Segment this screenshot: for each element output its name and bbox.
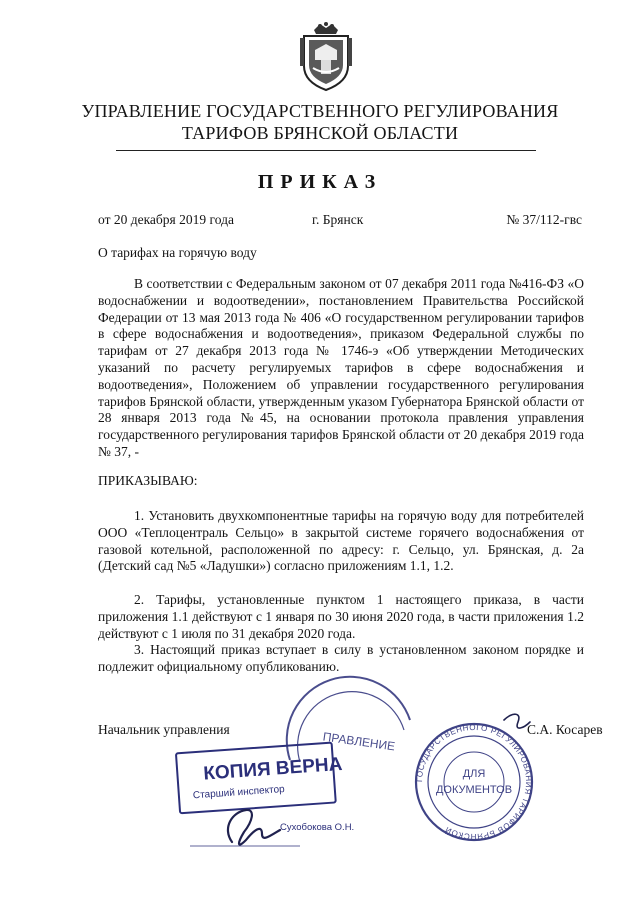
coat-of-arms-emblem-icon bbox=[296, 20, 356, 92]
document-title: ПРИКАЗ bbox=[257, 171, 383, 193]
order-word: ПРИКАЗЫВАЮ: bbox=[98, 473, 198, 488]
seal-center-line2: ДОКУМЕНТОВ bbox=[435, 784, 513, 796]
organization-name-line1: УПРАВЛЕНИЕ ГОСУДАРСТВЕННОГО РЕГУЛИРОВАНИЯ bbox=[81, 101, 559, 121]
order-item-3: 3. Настоящий приказ вступает в силу в установленном законом порядке и подлежит официальному опубликованию. bbox=[98, 642, 584, 674]
organization-name-line2: ТАРИФОВ БРЯНСКОЙ ОБЛАСТИ bbox=[181, 123, 459, 143]
copy-stamp-name: Сухобокова О.Н. bbox=[280, 822, 355, 833]
document-city: г. Брянск bbox=[312, 212, 364, 227]
copy-stamp-title: КОПИЯ ВЕРНА bbox=[202, 753, 343, 785]
signature-position: Начальник управления bbox=[98, 722, 230, 737]
copy-stamp bbox=[176, 742, 345, 813]
partial-seal bbox=[287, 677, 410, 762]
document-subject: О тарифах на горячую воду bbox=[98, 245, 257, 260]
order-item-2: 2. Тарифы, установленные пунктом 1 настоящего приказа, в части приложения 1.1 действуют с 1 января по 30 июня 2020 года, в части приложения 1.2 действуют с 1 июля по 31 декабря 2020 года. bbox=[98, 592, 584, 641]
handwritten-signature-icon bbox=[190, 714, 530, 846]
copy-stamp-role: Старший инспектор bbox=[192, 783, 286, 802]
round-seal-icon bbox=[415, 723, 533, 841]
signature-name: С.А. Косарев bbox=[527, 722, 603, 737]
header-divider bbox=[116, 150, 536, 151]
seal-center-line1: ДЛЯ bbox=[462, 768, 486, 780]
order-item-1: 1. Установить двухкомпонентные тарифы на горячую воду для потребителей ООО «Теплоцентраль Сельцо» в закрытой системе горячего водоснабжения от газовой котельной, расположенной по адресу: г. Сельцо, ул. Брянская, д. 2а (Детский сад №5 «Ладушки») согласно приложениям 1.1, 1.2. bbox=[98, 508, 584, 574]
partial-seal-text: ПРАВЛЕНИЕ bbox=[321, 729, 397, 754]
seal-ring-text: ГОСУДАРСТВЕННОГО РЕГУЛИРОВАНИЯ ТАРИФОВ БРЯНСКОЙ bbox=[414, 722, 534, 842]
document-number: № 37/112-гвс bbox=[506, 212, 582, 227]
document-date: от 20 декабря 2019 года bbox=[98, 212, 234, 227]
preamble-paragraph: В соответствии с Федеральным законом от 07 декабря 2011 года №416-ФЗ «О водоснабжении и водоотведении», постановлением Правительства Российской Федерации от 13 мая 2013 года № 406 «О государственном регулировании тарифов в сфере водоснабжения и водоотведения», приказом Федеральной службы по тарифам от 27 декабря 2013 года № 1746-э «Об утверждении Методических указаний по расчету регулируемых тарифов в сфере водоснабжения и водоотведения», Положением об управлении государственного регулирования тарифов Брянской области, утвержденным указом Губернатора Брянской области от 28 января 2013 года №45, на основании протокола правления управления государственного регулирования тарифов Брянской области от 20 декабря 2019 года № 37, - bbox=[98, 276, 584, 459]
